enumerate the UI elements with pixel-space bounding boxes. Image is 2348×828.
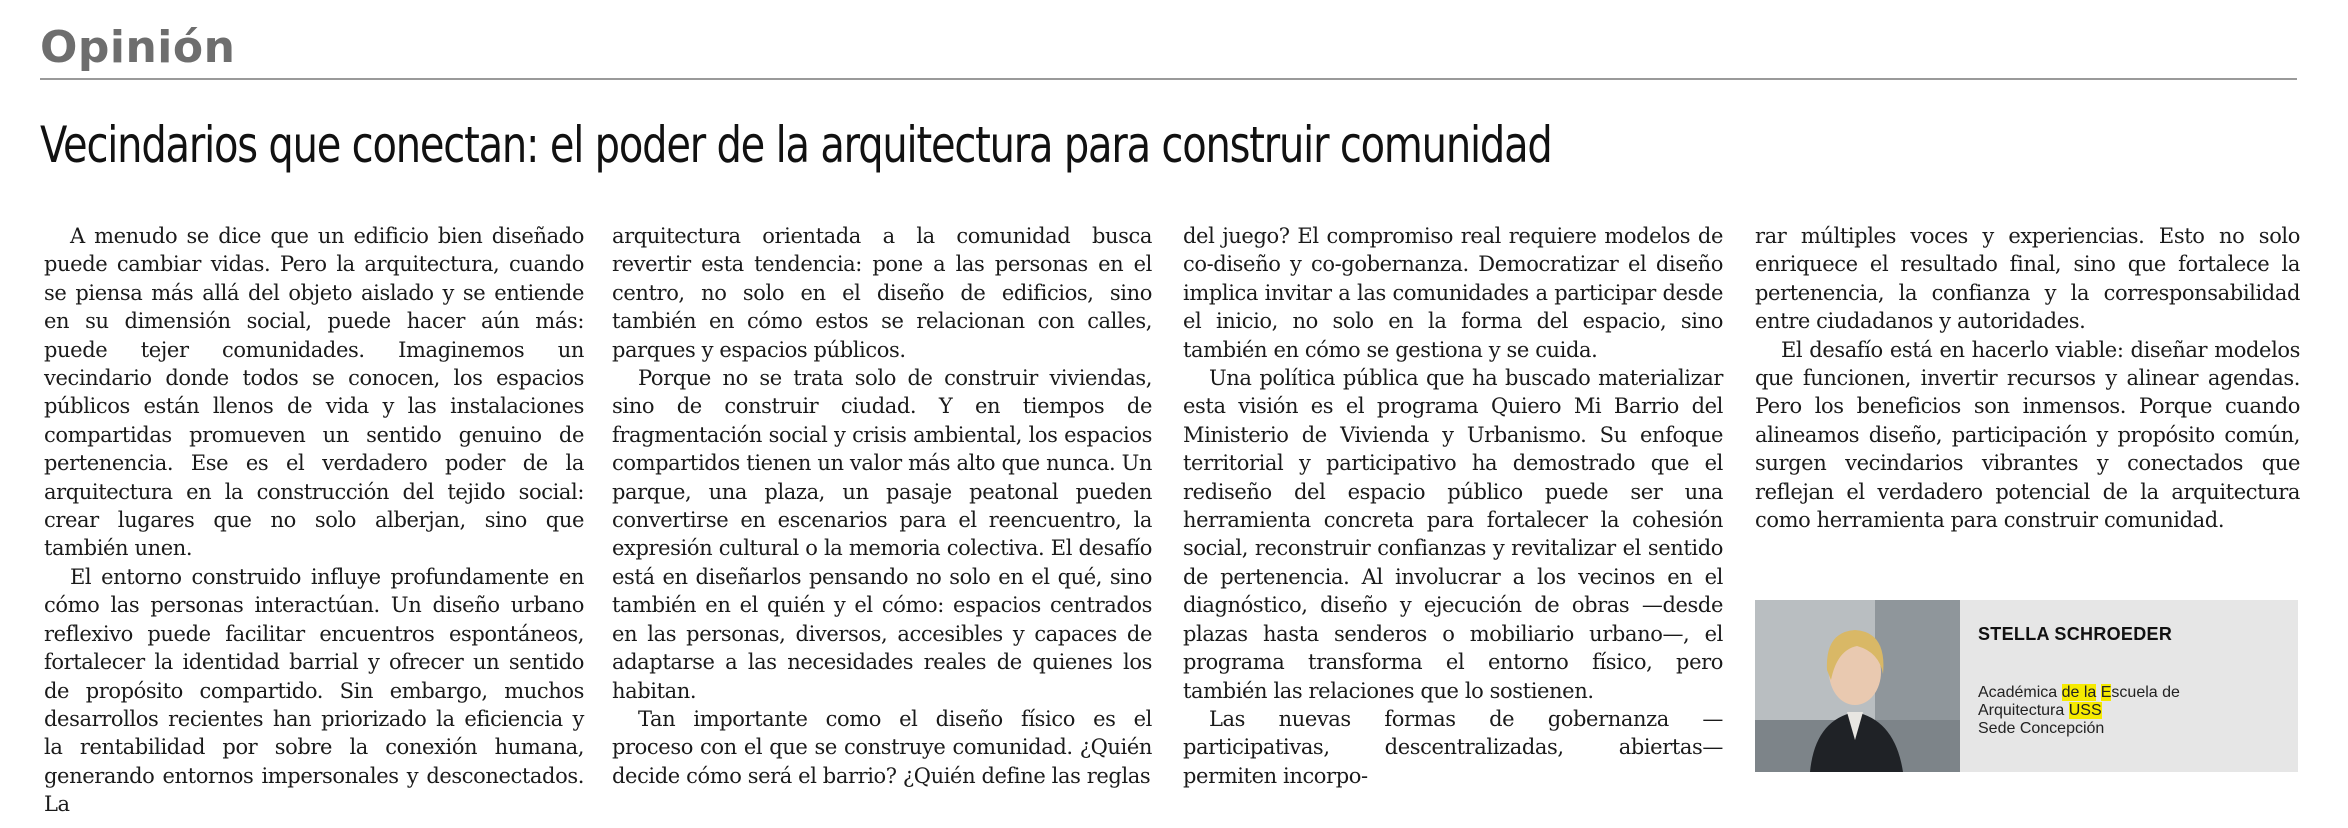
article-headline: Vecindarios que conectan: el poder de la arquitectura para construir comunidad xyxy=(40,116,1552,174)
paragraph: El desafío está en hacerlo viable: diseñar modelos que funcionen, invertir recursos y alinear agendas. Pero los beneficios son inmensos. Porque cuando alineamos diseño, participación y propósito común, surgen vecindarios vibrantes y conectados que reflejan el verdadero potencial de la arquitectura como herramienta para construir comunidad. xyxy=(1755,337,2300,533)
author-box xyxy=(1755,600,2298,772)
paragraph: A menudo se dice que un edificio bien diseñado puede cambiar vidas. Pero la arquitectura, cuando se piensa más allá del objeto aislado y se entiende en su dimensión social, puede hacer aún más: puede tejer comunidades. Imaginemos un vecindario donde todos se conocen, los espacios públicos están llenos de vida y las instalaciones compartidas promueven un sentido genuino de pertenencia. Ese es el verdadero poder de la arquitectura en la construcción del tejido social: crear lugares que no solo alberjan, sino que también unen. xyxy=(44,224,584,561)
paragraph: El entorno construido influye profundamente en cómo las personas interactúan. Un diseño urbano reflexivo puede facilitar encuentros espontáneos, fortalecer la identidad barrial y ofrecer un sentido de propósito compartido. Sin embargo, muchos desarrollos recientes han priorizado la eficiencia y la rentabilidad por sobre la conexión humana, generando entornos impersonales y desconectados. La xyxy=(44,564,584,817)
author-role-line-3: Sede Concepción xyxy=(1978,720,2105,737)
author-role-line-1: Académica de la Escuela de xyxy=(1978,684,2180,701)
paragraph: Una política pública que ha buscado materializar esta visión es el programa Quiero Mi Barrio del Ministerio de Vivienda y Urbanismo. Su enfoque territorial y participativo ha demostrado que el rediseño del espacio público puede ser una herramienta concreta para fortalecer la cohesión social, reconstruir confianzas y revitalizar el sentido de pertenencia. Al involucrar a los vecinos en el diagnóstico, diseño y ejecución de obras —desde plazas hasta senderos o mobiliario urbano—, el programa transforma el entorno físico, pero también las relaciones que lo sostienen. xyxy=(1183,366,1723,703)
article-column-2 xyxy=(612,222,1152,790)
paragraph: Las nuevas formas de gobernanza —participativas, descentralizadas, abiertas— permiten incorpo- xyxy=(1183,706,1723,788)
paragraph: del juego? El compromiso real requiere modelos de co-diseño y co-gobernanza. Democratizar el diseño implica invitar a las comunidades a participar desde el inicio, no solo en la forma del espacio, sino también en cómo se gestiona y se cuida. xyxy=(1183,224,1723,362)
paragraph: Porque no se trata solo de construir viviendas, sino de construir ciudad. Y en tiempos de fragmentación social y crisis ambiental, los espacios compartidos tienen un valor más alto que nunca. Un parque, una plaza, un pasaje peatonal pueden convertirse en escenarios para el reencuentro, la expresión cultural o la memoria colectiva. El desafío está en diseñarlos pensando no solo en el qué, sino también en el quién y el cómo: espacios centrados en las personas, diversos, accesibles y capaces de adaptarse a las necesidades reales de quienes los habitan. xyxy=(612,366,1152,703)
author-role-line-2: Arquitectura USS xyxy=(1978,702,2102,719)
author-photo xyxy=(1755,600,1960,772)
article-column-1 xyxy=(44,222,584,819)
paragraph: arquitectura orientada a la comunidad busca revertir esta tendencia: pone a las personas en el centro, no solo en el diseño de edificios, sino también en cómo estos se relacionan con calles, parques y espacios públicos. xyxy=(612,224,1152,362)
article-column-3 xyxy=(1183,222,1723,790)
paragraph: rar múltiples voces y experiencias. Esto no solo enriquece el resultado final, sino que fortalece la pertenencia, la confianza y la corresponsabilidad entre ciudadanos y autoridades. xyxy=(1755,224,2300,334)
paragraph: Tan importante como el diseño físico es el proceso con el que se construye comunidad. ¿Quién decide cómo será el barrio? ¿Quién define las reglas xyxy=(612,706,1152,788)
author-portrait-illustration xyxy=(1755,600,1960,772)
author-name: STELLA SCHROEDER xyxy=(1978,624,2173,644)
section-title: Opinión xyxy=(40,22,236,73)
section-divider xyxy=(40,78,2297,80)
article-column-4 xyxy=(1755,222,2300,534)
author-role xyxy=(1978,684,2288,738)
